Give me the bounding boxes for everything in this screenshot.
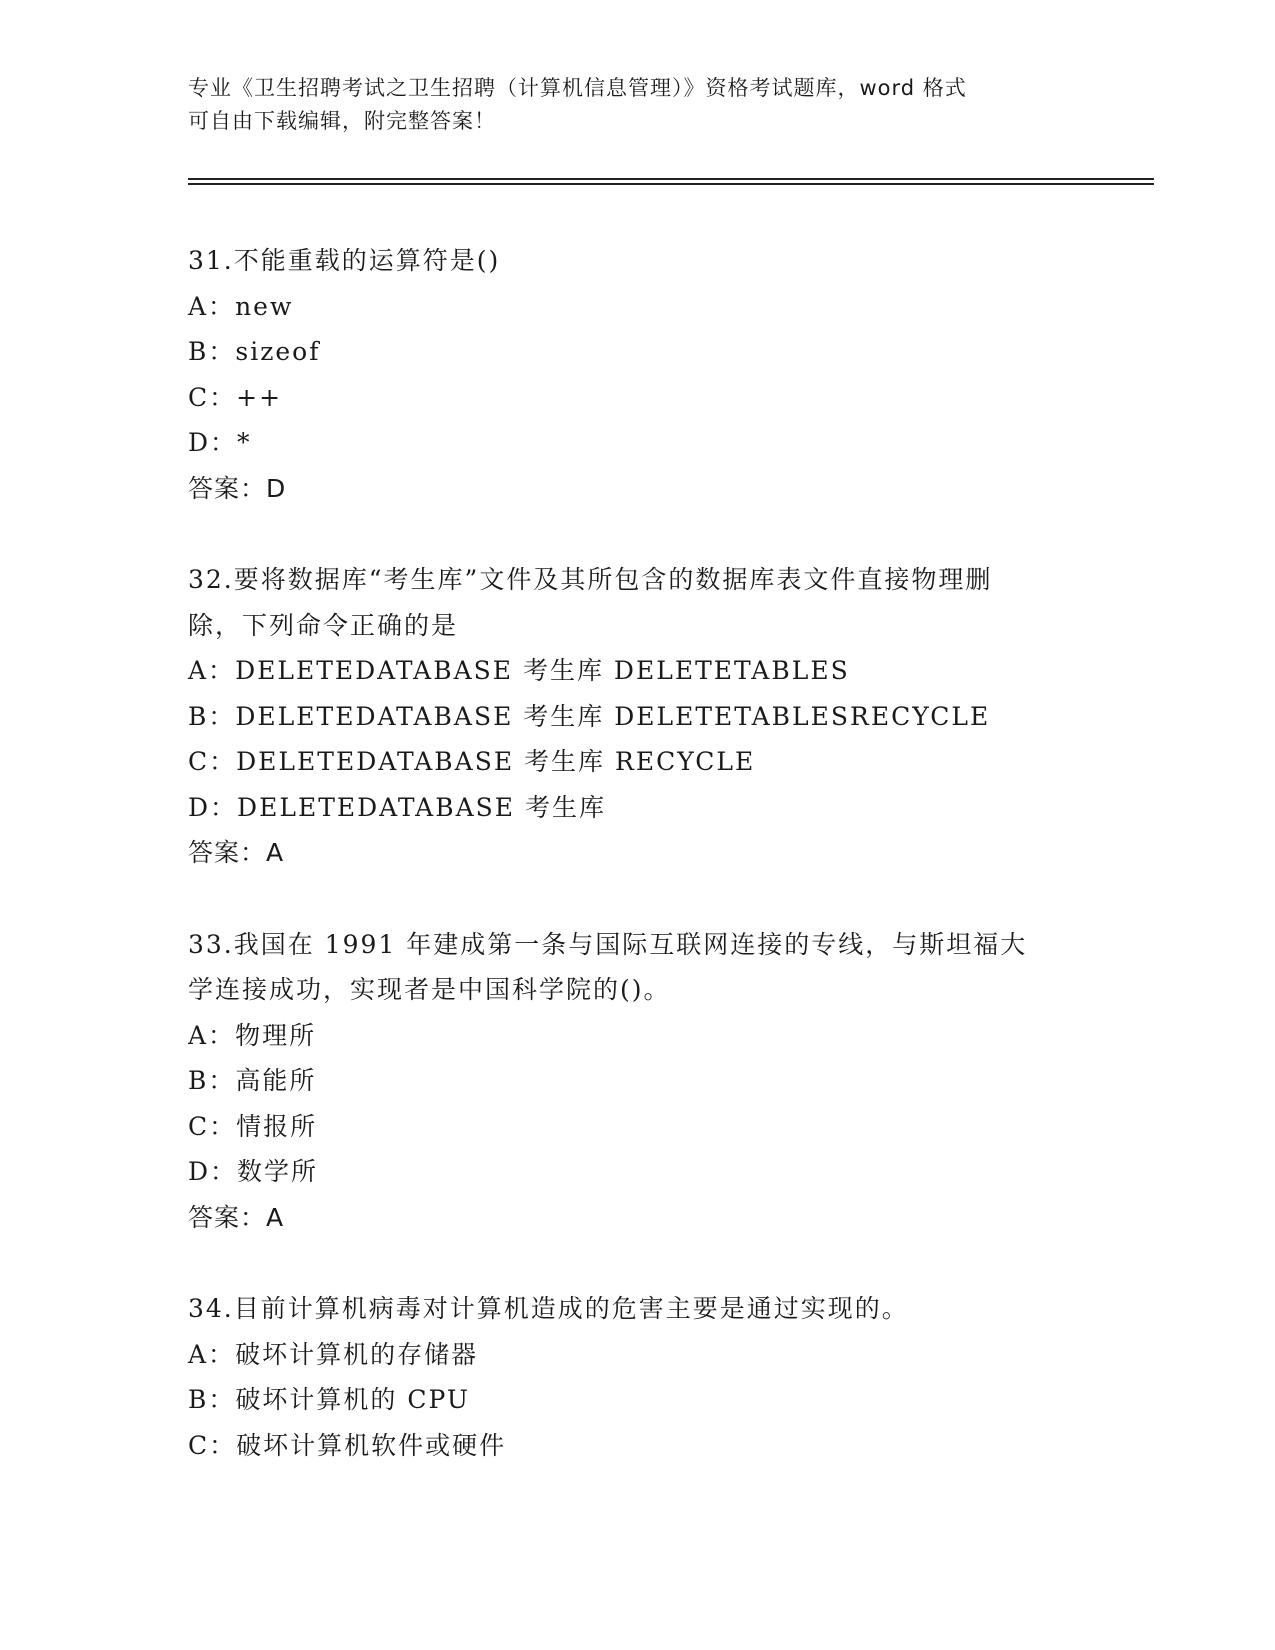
option-d [188,420,1088,466]
option-label: C： [188,1430,237,1460]
question-stem-continued: 除，下列命令正确的是 [188,610,459,640]
option-label: B： [188,701,236,731]
option-c [188,739,1088,785]
option-text: DELETEDATABASE 考生库 [237,792,606,822]
question-stem: 31.不能重载的运算符是() [188,246,501,275]
option-c [188,375,1088,421]
header-line-2: 可自由下载编辑，附完整答案！ [188,109,496,133]
option-b [188,329,1088,375]
option-text: DELETEDATABASE 考生库 DELETETABLESRECYCLE [235,701,991,731]
option-label: C： [188,382,237,412]
document-header [188,72,1088,138]
question-stem: 33.我国在 1991 年建成第一条与国际互联网连接的专线，与斯坦福大 [188,929,1028,959]
option-text: 物理所 [235,1020,317,1050]
option-text: ++ [236,382,283,412]
option-b [188,694,1088,740]
option-label: A： [188,291,236,321]
option-a [188,1013,1088,1059]
question-32 [188,557,1088,876]
option-b [188,1058,1088,1104]
option-label: B： [188,337,236,366]
option-label: A： [188,1020,236,1050]
option-a [188,1332,1088,1378]
option-label: A： [188,656,236,685]
question-34 [188,1286,1088,1468]
option-label: D： [188,1157,238,1186]
answer-line: 答案：A [188,1202,285,1232]
question-stem: 32.要将数据库“考生库”文件及其所包含的数据库表文件直接物理删 [188,565,993,594]
option-text: 破坏计算机的 CPU [235,1385,470,1414]
option-d [188,785,1088,831]
header-line-1: 专业《卫生招聘考试之卫生招聘（计算机信息管理）》资格考试题库，word 格式 [188,76,967,100]
question-31 [188,238,1088,511]
option-text: 高能所 [235,1066,317,1095]
option-text: 破坏计算机软件或硬件 [236,1430,507,1460]
option-text: 情报所 [236,1111,318,1141]
option-text: 数学所 [237,1157,319,1186]
option-d [188,1149,1088,1195]
question-33 [188,922,1088,1241]
question-stem-continued: 学连接成功，实现者是中国科学院的()。 [188,975,671,1004]
option-text: DELETEDATABASE 考生库 DELETETABLES [235,656,850,685]
header-divider-top [188,178,1154,180]
option-a [188,648,1088,694]
question-stem: 34.目前计算机病毒对计算机造成的危害主要是通过实现的。 [188,1294,909,1323]
option-c [188,1423,1088,1469]
option-label: A： [188,1339,236,1369]
option-label: B： [188,1385,236,1414]
option-text: 破坏计算机的存储器 [235,1339,479,1369]
answer-line: 答案：A [188,838,285,867]
option-text: * [237,428,252,457]
option-a [188,284,1088,330]
header-divider-bottom [188,183,1154,185]
question-list [188,238,1088,1514]
option-label: C： [188,747,237,776]
option-text: DELETEDATABASE 考生库 RECYCLE [236,747,756,776]
option-label: B： [188,1066,236,1095]
option-label: C： [188,1111,237,1141]
option-label: D： [188,428,238,457]
option-c [188,1104,1088,1150]
option-label: D： [188,792,238,822]
option-text: new [235,291,294,321]
answer-line: 答案：D [188,473,287,503]
option-text: sizeof [235,337,321,366]
option-b [188,1377,1088,1423]
